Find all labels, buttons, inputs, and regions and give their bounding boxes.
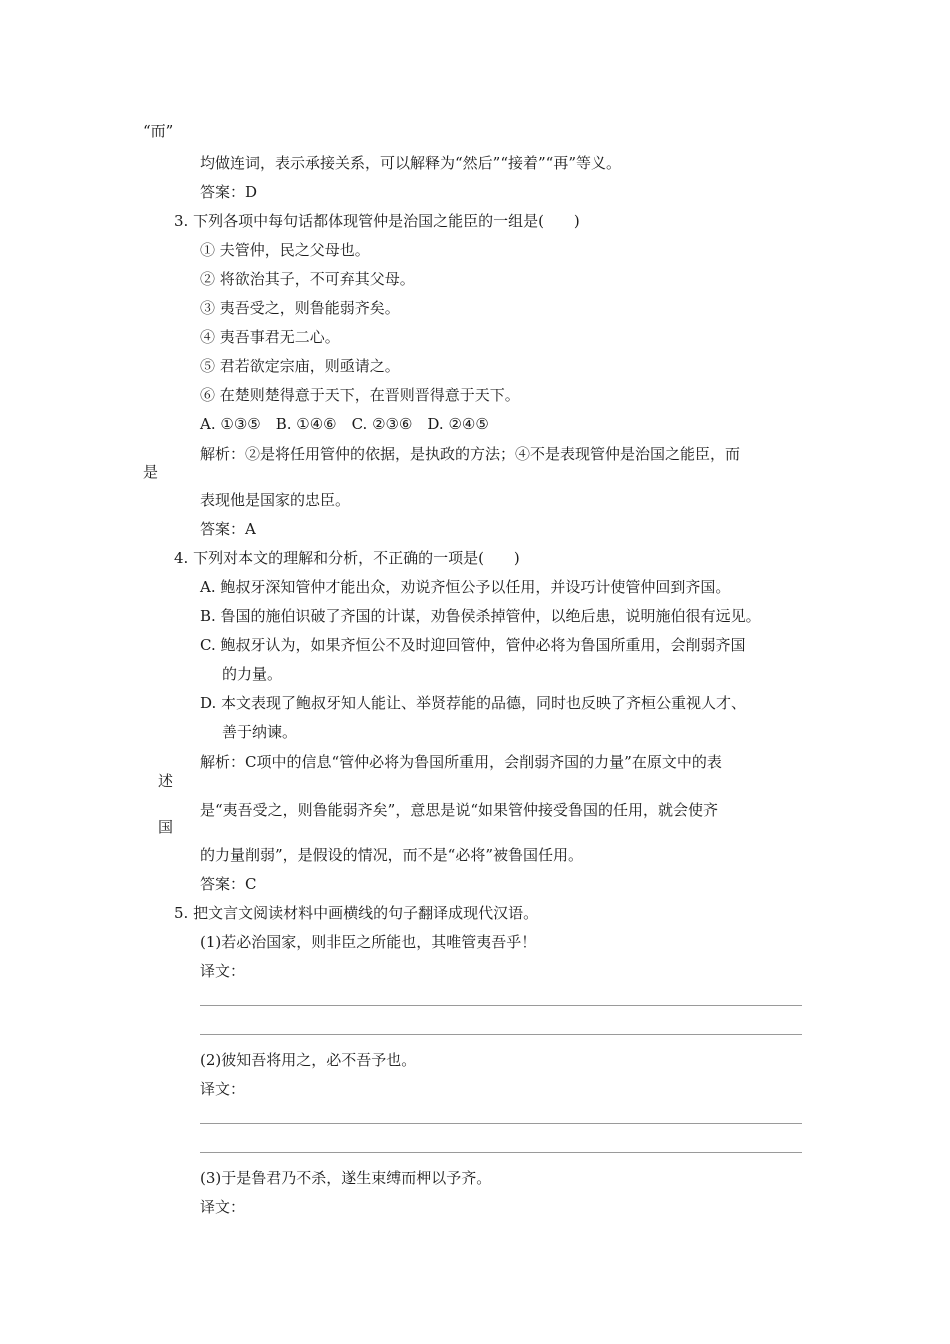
option-line: ⑤ 君若欲定宗庙，则亟请之。 xyxy=(200,357,400,375)
question-4: 4. 下列对本文的理解和分析，不正确的一项是( ) xyxy=(174,549,520,567)
text-line: 均做连词，表示承接关系，可以解释为“然后”“接着”“再”等义。 xyxy=(200,154,622,172)
option-line: ① 夫管仲，民之父母也。 xyxy=(200,241,370,259)
choice-line: A. ①③⑤ B. ①④⑥ C. ②③⑥ D. ②④⑤ xyxy=(200,415,489,433)
question-5: 5. 把文言文阅读材料中画横线的句子翻译成现代汉语。 xyxy=(174,904,539,922)
option-line: ② 将欲治其子，不可弃其父母。 xyxy=(200,270,415,288)
translation-item: (1)若必治国家，则非臣之所能也，其唯管夷吾乎！ xyxy=(200,933,537,951)
choice-a: A. 鲍叔牙深知管仲才能出众，劝说齐恒公予以任用，并设巧计使管仲回到齐国。 xyxy=(200,578,731,596)
translation-label: 译文： xyxy=(200,962,246,980)
answer-line: 答案：D xyxy=(200,183,258,201)
analysis-line: 的力量削弱”，是假设的情况，而不是“必将”被鲁国任用。 xyxy=(200,846,584,864)
choice-c: C. 鲍叔牙认为，如果齐恒公不及时迎回管仲，管仲必将为鲁国所重用，会削弱齐国 xyxy=(200,636,746,654)
answer-blank-line xyxy=(200,1034,802,1035)
translation-label: 译文： xyxy=(200,1198,246,1216)
option-line: ④ 夷吾事君无二心。 xyxy=(200,328,340,346)
answer-blank-line xyxy=(200,1152,802,1153)
answer-blank-line xyxy=(200,1005,802,1006)
margin-char: 国 xyxy=(158,818,174,836)
option-line: ⑥ 在楚则楚得意于天下，在晋则晋得意于天下。 xyxy=(200,386,520,404)
question-3: 3. 下列各项中每句话都体现管仲是治国之能臣的一组是( ) xyxy=(174,212,580,230)
choice-b: B. 鲁国的施伯识破了齐国的计谋，劝鲁侯杀掉管仲，以绝后患，说明施伯很有远见。 xyxy=(200,607,761,625)
translation-item: (2)彼知吾将用之，必不吾予也。 xyxy=(200,1051,417,1069)
choice-c-cont: 的力量。 xyxy=(222,665,283,683)
answer-blank-line xyxy=(200,1123,802,1124)
margin-char: 是 xyxy=(143,463,159,481)
choice-d: D. 本文表现了鲍叔牙知人能让、举贤荐能的品德，同时也反映了齐桓公重视人才、 xyxy=(200,694,747,712)
translation-item: (3)于是鲁君乃不杀，遂生束缚而柙以予齐。 xyxy=(200,1169,492,1187)
answer-line: 答案：C xyxy=(200,875,257,893)
analysis-line: 是“夷吾受之，则鲁能弱齐矣”，意思是说“如果管仲接受鲁国的任用，就会使齐 xyxy=(200,801,719,819)
option-line: ③ 夷吾受之，则鲁能弱齐矣。 xyxy=(200,299,400,317)
margin-char: 述 xyxy=(158,772,174,790)
answer-line: 答案：A xyxy=(200,520,256,538)
choice-d-cont: 善于纳谏。 xyxy=(222,723,298,741)
analysis-line: 表现他是国家的忠臣。 xyxy=(200,491,351,509)
text-line: “而” xyxy=(143,122,174,140)
translation-label: 译文： xyxy=(200,1080,246,1098)
analysis-line: 解析：C项中的信息“管仲必将为鲁国所重用，会削弱齐国的力量”在原文中的表 xyxy=(200,753,722,771)
analysis-line: 解析：②是将任用管仲的依据，是执政的方法；④不是表现管仲是治国之能臣，而 xyxy=(200,445,741,463)
